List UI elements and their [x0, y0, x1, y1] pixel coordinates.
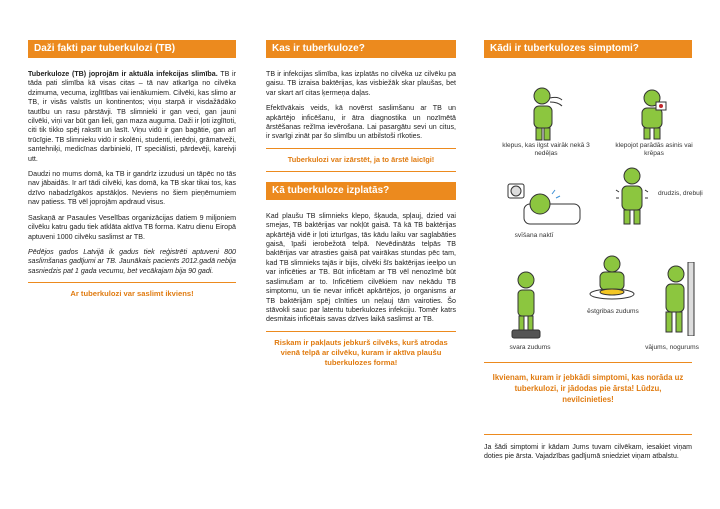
facts-paragraph-4: Pēdējos gados Latvijā ik gadus tiek reģistrēti aptuveni 800 saslimšanas gadījumi ar TB. Jaunākais pacients 2012.gadā nebija sasniedzis pat 1 gada vecumu, bet vecākajam bija 90 gadi. [28, 247, 236, 275]
facts-paragraph-1 [28, 70, 236, 164]
divider [266, 148, 456, 149]
divider [28, 282, 236, 283]
what-is-tb-paragraph-2: Efektīvākais veids, kā novērst saslimšanu ar TB un apkārtējo inficēšanu, ir ātra diagnostika un nozīmētā ārstēšanas režīma ievērošana. Lai pasargātu sevi un citus, ir svarīgi zināt par šo slimību un atbilstoši rīkoties. [266, 104, 456, 141]
facts-paragraph-3: Saskaņā ar Pasaules Veselības organizācijas datiem 9 miljoniem cilvēku katru gadu tiek atklāta aktīva TB forma. Katru dienu Eiropā aptuveni 1000 cilvēku saslimst ar TB. [28, 213, 236, 241]
caption-cough: klepus, kas ilgst vairāk nekā 3 nedēļas [502, 142, 590, 157]
divider [266, 331, 456, 332]
facts-paragraph-2: Daudzi no mums domā, ka TB ir gandrīz izzudusi un tāpēc no tās nav jābaidās. Ir arī tādi cilvēki, kas domā, ka TB skar tikai tos, kas dzīvo nabadzīgākos apstākļos. Neviens no šiem pieņēmumiem nav patiess. TB vēl joprojām apdraud visus. [28, 170, 236, 207]
support-paragraph: Ja šādi simptomi ir kādam Jums tuvam cilvēkam, iesakiet viņam doties pie ārsta. Vajadzības gadījumā sniedziet viņam atbalstu. [484, 444, 692, 461]
coughing-figure-icon [526, 86, 566, 142]
fatigue-figure-icon [650, 262, 696, 336]
caption-weight: svara zudums [509, 344, 551, 351]
caption-chills: drudzis, drebuļi [658, 190, 703, 197]
what-is-tb-paragraph-1: TB ir infekcijas slimība, kas izplatās no cilvēka uz cilvēku pa gaisu. TB izraisa baktērijas, kas visbiežāk skar plaušas, bet var skart arī citas ķermeņa daļas. [266, 70, 456, 97]
risk-note: Riskam ir pakļauts jebkurš cilvēks, kurš atrodas vienā telpā ar cilvēku, kuram ir aktīva plaušu tuberkulozes forma! [274, 337, 448, 367]
caption-sweat: svīšana naktī [514, 232, 554, 239]
what-is-tb-header: Kas ir tuberkuloze? [266, 40, 456, 58]
facts-note: Ar tuberkulozi var saslimt ikviens! [70, 289, 194, 299]
symptoms-column [484, 40, 692, 58]
symptoms-header: Kādi ir tuberkulozes simptomi? [484, 40, 692, 58]
facts-column [28, 40, 236, 299]
curable-note: Tuberkulozi var izārstēt, ja to ārstē laicīgi! [287, 154, 435, 164]
spread-paragraph: Kad plaušu TB slimnieks klepo, šķauda, spļauj, dzied vai smejas, TB baktērijas var nokļūt gaisā. Tā kā TB baktērijas apkārtējā vidē ir ļoti izturīgas, tās kādu laiku var saglabāties gaisā, īpaši ierobežotā telpā. Nevēdinātās telpās TB baktērijas var atrasties gaisā pat vairākas stundas pēc tam, kad TB slimnieks tajās ir bijis, cilvēki šīs baktērijas ieelpo un var inficēties ar TB. Būt inficētam ar TB vēl nenozīmē būt saslimušam ar to. Inficētiem cilvēkiem nav nekādu TB simptomu, un tie nevar inficēt apkārtējos, jo organisms ar TB baktērijām spēj cīnīties un neļauj tām vairoties. Šo stāvokli sauc par latentu tuberkulozes infekciju. Tomēr katrs desmitais inficētais savas dzīves laikā saslimst ar TB. [266, 211, 456, 324]
facts-header: Daži fakti par tuberkulozi (TB) [28, 40, 236, 58]
divider [484, 434, 692, 435]
fever-figure-icon [614, 166, 650, 226]
no-appetite-figure-icon [586, 254, 638, 304]
divider [266, 171, 456, 172]
blood-cough-figure-icon [634, 88, 670, 140]
doctor-note: Ikvienam, kuram ir jebkādi simptomi, kas norāda uz tuberkulozi, ir jādodas pie ārsta! Lūdzu, nevilcinieties! [492, 373, 684, 404]
night-sweat-figure-icon [506, 174, 582, 228]
facts-p1-rest: TB ir tāda pati slimība kā visas citas – tā nav atkarīga no cilvēka dzimuma, vecuma, izglītības vai ienākumiem. Cilvēki, kas slimo ar TB, ir visās valstīs un kontinentos; viņu starpā ir visdažādāko tautību un rasu pārstāvji. TB slimnieki ir gan veci, gan jauni cilvēki, viņi var būt gan lieli, gan maza auguma. Daži ir ļoti izglītoti, citi tik tikko spēj rakstīt un lasīt. Viņu vidū ir gan bagātie, gan arī trūcīgie. TB slimnieku vidū ir skolēni, studenti, ierēdņi, grāmatveži, santehniķi, medicīnas darbinieki, IT speciālisti, pārdevēji, kareivji utt. [28, 70, 236, 163]
caption-weak: vājums, nogurums [645, 344, 699, 351]
weight-loss-figure-icon [508, 270, 548, 340]
facts-lead: Tuberkuloze (TB) joprojām ir aktuāla infekcijas slimība. [28, 70, 218, 78]
spread-header: Kā tuberkuloze izplatās? [266, 182, 456, 200]
caption-appetite: ēstgribas zudums [587, 308, 639, 315]
what-is-tb-column [266, 40, 456, 368]
divider [484, 362, 692, 363]
caption-blood: klepojot parādās asinis vai krēpas [615, 142, 693, 157]
